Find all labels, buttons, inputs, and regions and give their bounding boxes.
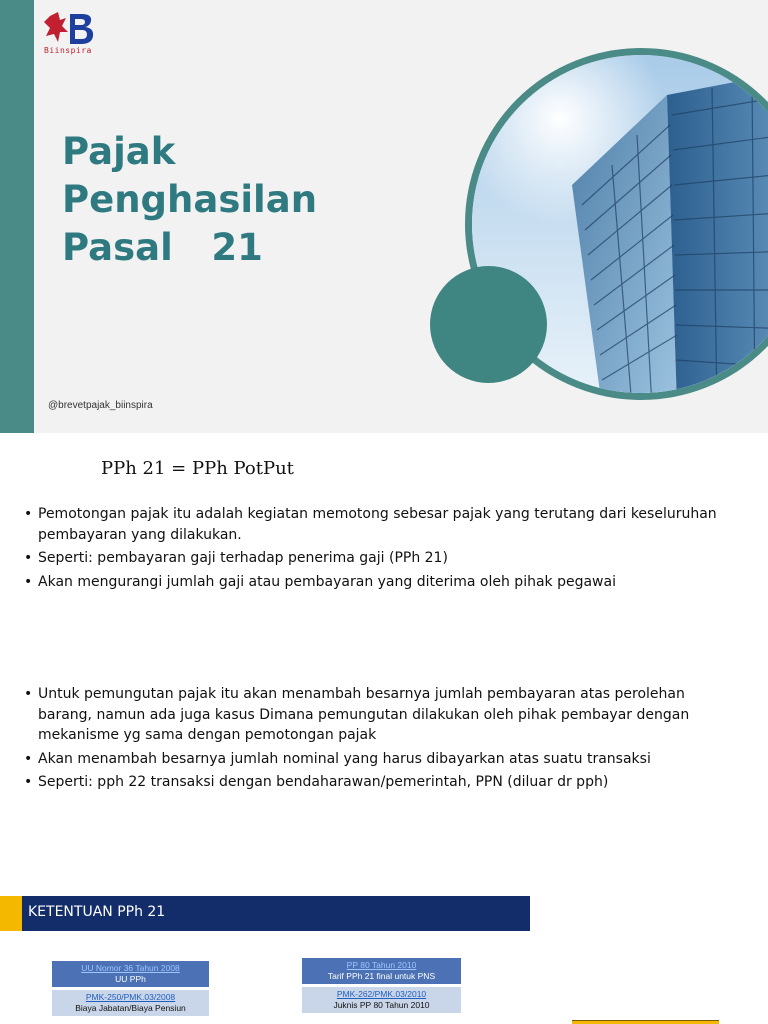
decorative-circle bbox=[430, 266, 547, 383]
content-slide bbox=[0, 433, 768, 1024]
section-marker bbox=[0, 896, 22, 931]
regulation-label: Juknis PP 80 Tahun 2010 bbox=[333, 1000, 430, 1010]
logo-mark-icon bbox=[44, 10, 100, 46]
regulation-link[interactable]: UU Nomor 36 Tahun 2008 bbox=[81, 963, 180, 973]
list-item: • Seperti: pph 22 transaksi dengan bendaharawan/pemerintah, PPN (diluar dr pph) bbox=[24, 772, 724, 793]
title-line-1: Pajak bbox=[62, 130, 176, 173]
regulation-link[interactable]: PMK-250/PMK.03/2008 bbox=[85, 992, 176, 1002]
regulation-header bbox=[302, 958, 461, 984]
list-item: • Akan menambah besarnya jumlah nominal yang harus dibayarkan atas suatu transaksi bbox=[24, 749, 724, 770]
regulation-link[interactable]: PMK-262/PMK.03/2010 bbox=[336, 989, 427, 999]
regulation-box-uu-pph bbox=[52, 961, 209, 1016]
title-line-2: Penghasilan bbox=[62, 178, 318, 221]
bullet-list-pemungutan bbox=[24, 684, 724, 796]
social-handle: @brevetpajak_biinspira bbox=[48, 400, 153, 411]
accent-sidebar bbox=[0, 0, 34, 433]
list-item: • Pemotongan pajak itu adalah kegiatan memotong sebesar pajak yang terutang dari keseluruhan pembayaran yang dilakukan. bbox=[24, 504, 724, 545]
bullet-list-pemotongan bbox=[24, 504, 724, 595]
regulation-header bbox=[52, 961, 209, 987]
title-line-3: Pasal 21 bbox=[62, 226, 263, 269]
list-item: • Akan mengurangi jumlah gaji atau pembayaran yang diterima oleh pihak pegawai bbox=[24, 572, 724, 593]
decorative-bar bbox=[572, 1020, 719, 1024]
list-item: • Untuk pemungutan pajak itu akan menambah besarnya jumlah pembayaran atas perolehan barang, namun ada juga kasus Dimana pemungutan dilakukan oleh pihak pembayar dengan mekanisme yg sama dengan pemotongan pajak bbox=[24, 684, 724, 746]
regulation-sub bbox=[52, 990, 209, 1016]
slide-heading: PPh 21 = PPh PotPut bbox=[101, 458, 294, 479]
regulation-label: Tarif PPh 21 final untuk PNS bbox=[327, 971, 436, 981]
regulation-link[interactable]: PP 80 Tahun 2010 bbox=[346, 960, 417, 970]
section-title: KETENTUAN PPh 21 bbox=[28, 904, 166, 920]
logo-text: Biinspira bbox=[44, 46, 92, 55]
title-slide bbox=[0, 0, 768, 433]
biinspira-logo bbox=[44, 10, 100, 58]
list-item: • Seperti: pembayaran gaji terhadap penerima gaji (PPh 21) bbox=[24, 548, 724, 569]
regulation-sub bbox=[302, 987, 461, 1013]
regulation-label: UU PPh bbox=[115, 974, 146, 984]
slide-title bbox=[62, 128, 317, 272]
regulation-label: Biaya Jabatan/Biaya Pensiun bbox=[75, 1003, 186, 1013]
regulation-box-pp80 bbox=[302, 958, 461, 1013]
